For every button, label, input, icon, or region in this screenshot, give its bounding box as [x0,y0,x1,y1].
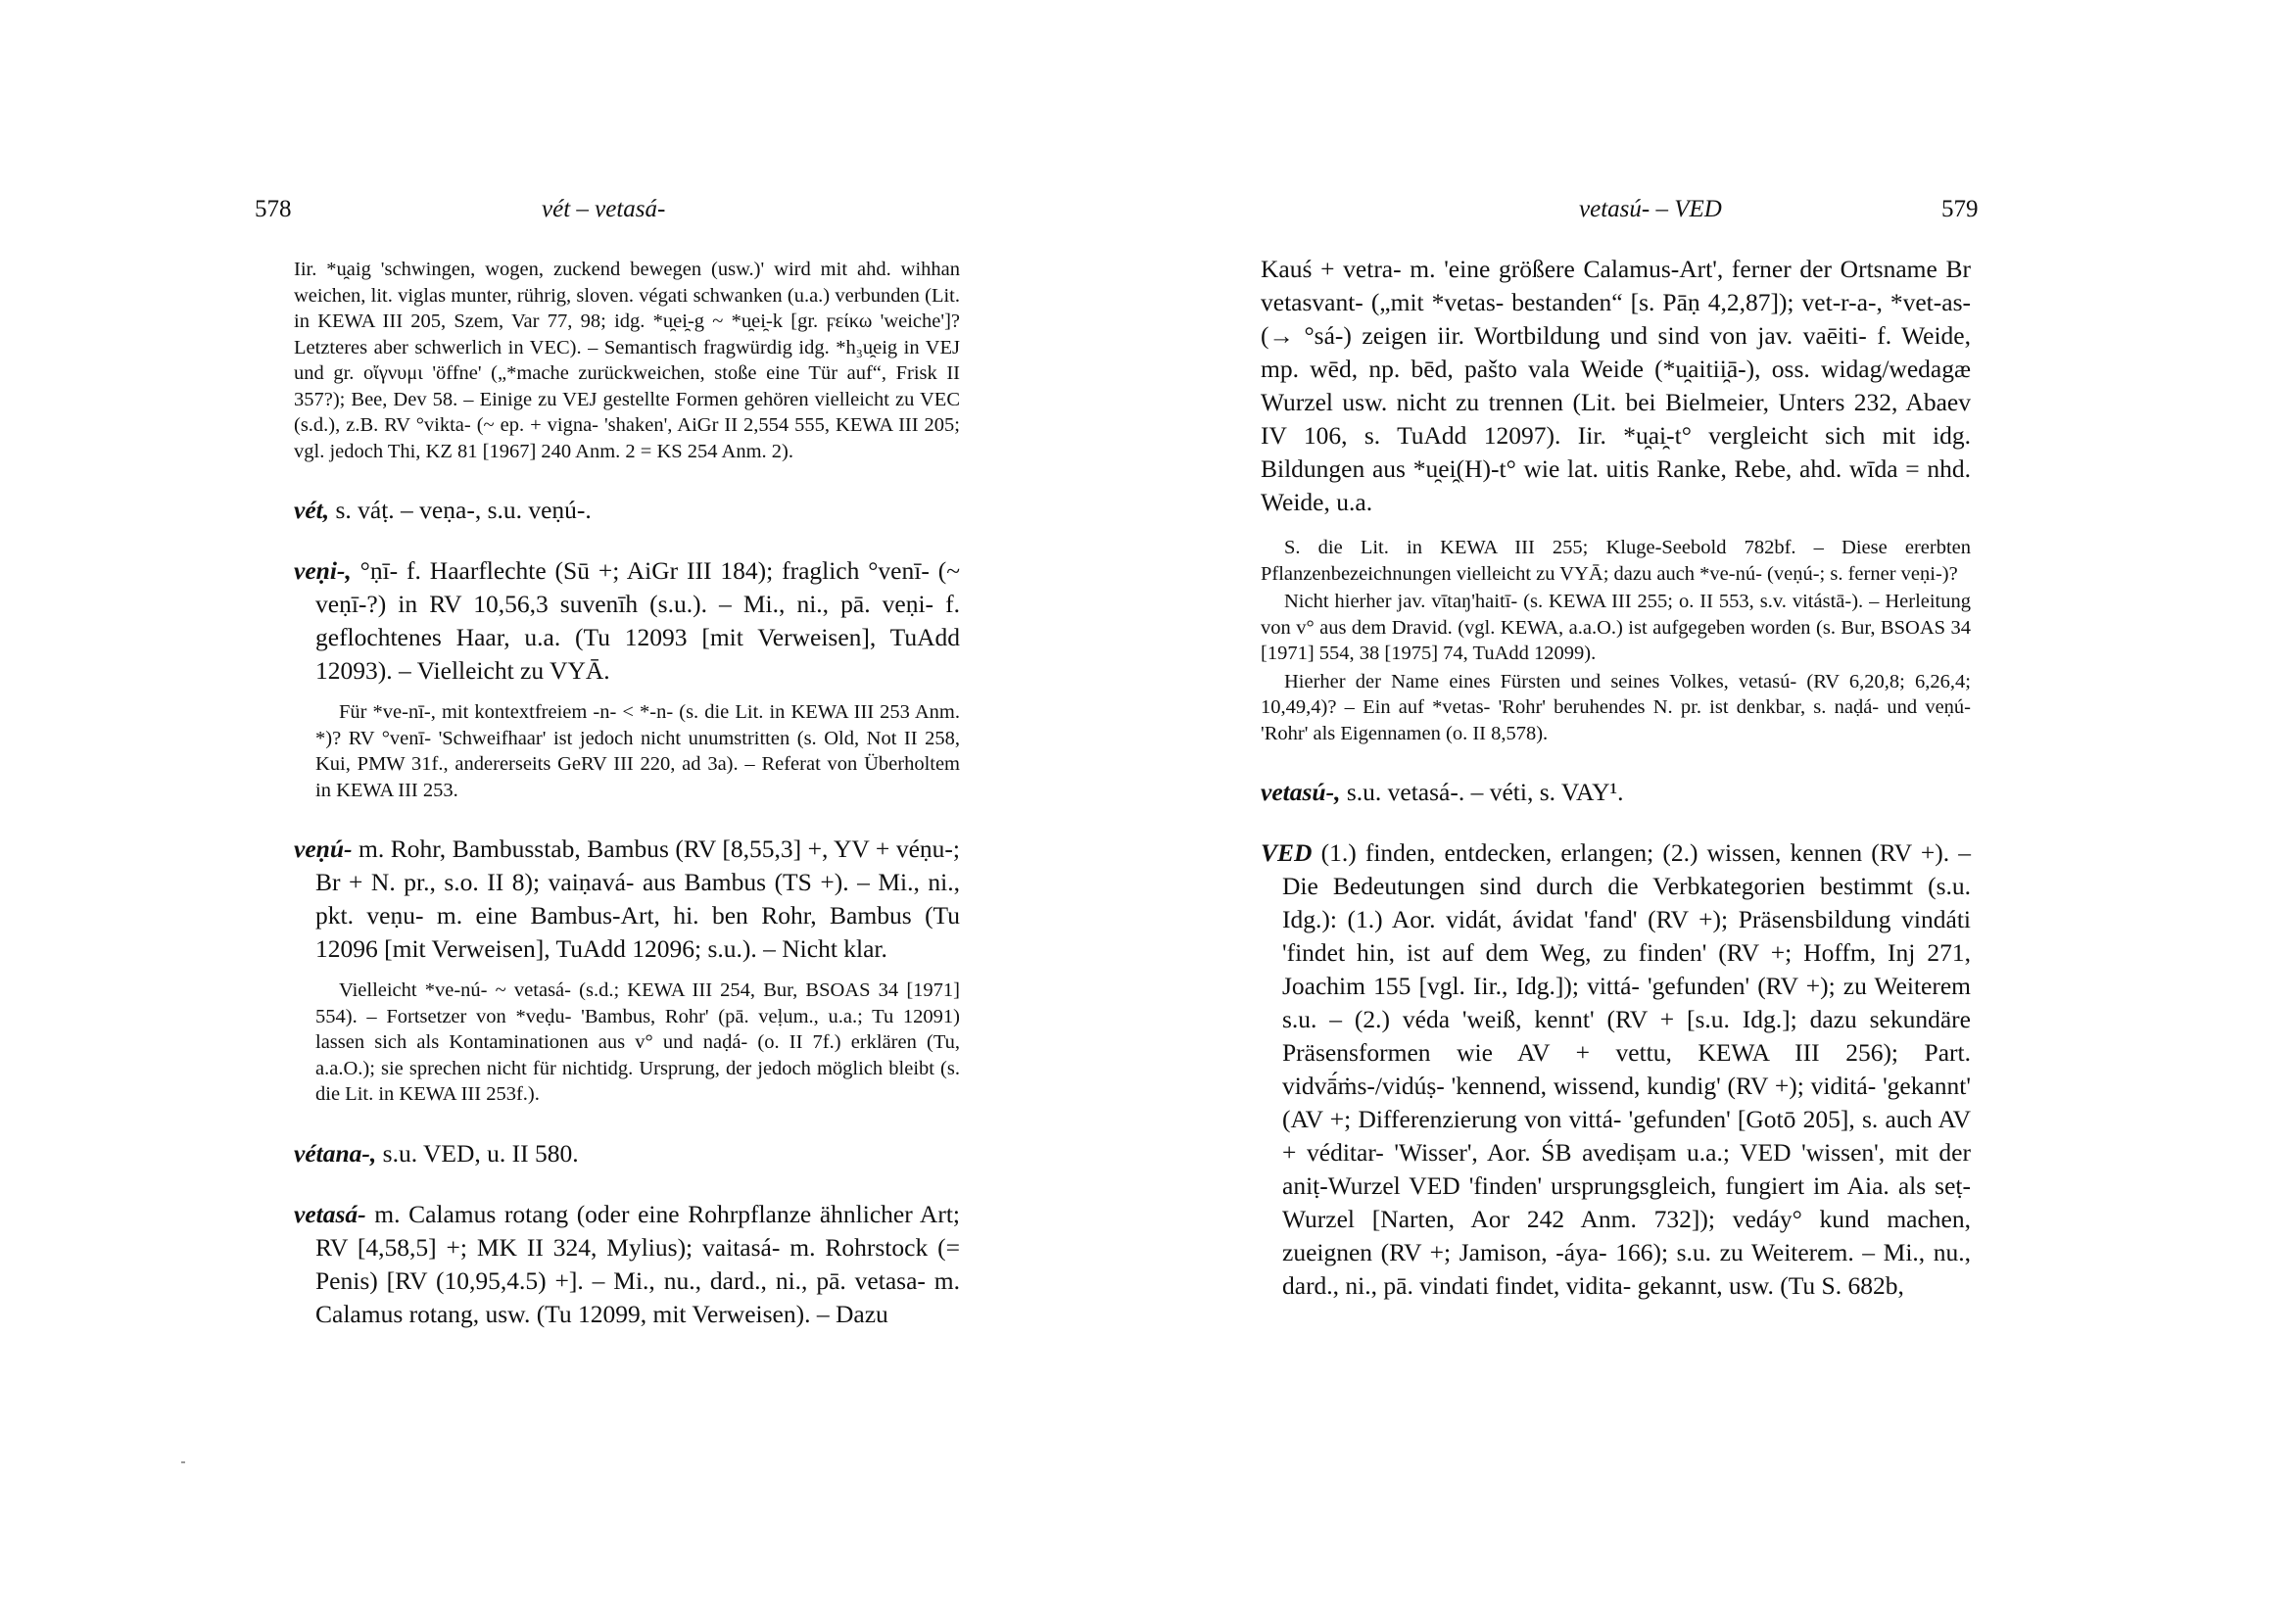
entry-body: m. Calamus rotang (oder eine Rohrpflanze ähnlicher Art; RV [4,58,5] +; MK II 324, Mylius); vaitasá- m. Rohrstock (= Penis) [RV (10,95,4.5) +]. – Mi., nu., dard., ni., pā. vetasa- m. Calamus rotang, usw. (Tu 12099, mit Verweisen). – Dazu [315,1199,960,1328]
right-page [1148,0,2296,1622]
headword: vét, [294,496,330,524]
headword: VED [1261,838,1313,867]
entry-veni [294,554,960,688]
headword: vetasá- [294,1199,366,1228]
continuation-text: Kauś + vetra- m. 'eine größere Calamus-Art', ferner der Ortsname Br vetasvant- („mit *vetas- bestanden“ [s. Pāṇ 4,2,87]); vet-r-a-, *vet-as- (→ °sá-) zeigen iir. Wortbildung und sind von jav. vaēiti- f. Weide, mp. wēd, np. bēd, pašto vala Weide (*u̯aitii̯ā-), oss. widag/wedagæ Wurzel usw. nicht zu trennen (Lit. bei Bielmeier, Unters 232, Abaev IV 106, s. TuAdd 12097). Iir. *u̯ai̯-t° vergleicht sich mit idg. Bildungen aus *u̯ei̯(H)-t° wie lat. uitis Ranke, Rebe, ahd. wīda = nhd. Weide, u.a. [1261,255,1971,516]
entry-body: s. váṭ. – veṇa-, s.u. veṇú-. [329,496,592,524]
headword: veṇú- [294,835,353,863]
headword: vétana-, [294,1138,377,1168]
entry-vetasa [294,1198,960,1331]
entry-venu [294,833,960,966]
headword: veṇi-, [294,556,352,585]
entry-body: °ṇī- f. Haarflechte (Sū +; AiGr III 184); fraglich °venī- (~ veṇī-?) in RV 10,56,3 suvenīh (s.u.). – Mi., ni., pā. veṇi- f. geflochtenes Haar, u.a. (Tu 12093 [mit Verweisen], TuAdd 12093). – Vielleicht zu VYĀ. [315,556,960,685]
entry-body: m. Rohr, Bambusstab, Bambus (RV [8,55,3] +, YV + véṇu-; Br + N. pr., s.o. II 8); vaiṇavá- aus Bambus (TS +). – Mi., ni., pkt. veṇu- m. eine Bambus-Art, hi. ben Rohr, Bambus (Tu 12096 [mit Verweisen], TuAdd 12096; s.u.). – Nicht klar. [315,835,960,963]
entry-vetasu [1261,776,1971,809]
running-head: vét – vetasá- [542,196,666,222]
scan-speck [181,1461,185,1463]
note-venu: Vielleicht *ve-nú- ~ vetasá- (s.d.; KEWA III 254, Bur, BSOAS 34 [1971] 554). – Fortsetzer von *veḍu- 'Bambus, Rohr' (pā. veḷum., u.a.; Tu 12091) lassen sich als Kontaminationen aus v° und naḍá- (o. II 7f.) erklären (Tu, a.a.O.); sie sprechen nicht für nichtidg. Ursprung, der jedoch möglich bleibt (s. die Lit. in KEWA III 253f.). [315,979,960,1105]
entry-body: (1.) finden, entdecken, erlangen; (2.) wissen, kennen (RV +). – Die Bedeutungen sind durch die Verbkategorien bestimmt (s.u. Idg.): (1.) Aor. vidát, ávidat 'fand' (RV +); Präsensbildung vindáti 'findet hin, ist auf dem Weg, zu finden' (RV +; Hoffm, Inj 271, Joachim 155 [vgl. Iir., Idg.]); vittá- 'gefunden' (RV +); zu Weiterem s.u. – (2.) véda 'weiß, kennt' (RV + [s.u. Idg.]; dazu sekundäre Präsensformen wie AV + vettu, KEWA III 256); Part. vidvā́ṁs-/vidúṣ- 'kennend, wissend, kundig' (RV +); viditá- 'gekannt' (AV +; Differenzierung von vittá- 'gefunden' [Gotō 205], s. auch AV + véditar- 'Wisser', Aor. ŚB avediṣam u.a.; VED 'wissen', mit der aniṭ-Wurzel VED 'finden' ursprungsgleich, fungiert im Aia. als seṭ-Wurzel [Narten, Aor 242 Anm. 732]); vedáy° kund machen, zueignen (RV +; Jamison, -áya- 166); s.u. zu Weiterem. – Mi., nu., dard., ni., pā. vindati findet, vidita- gekannt, usw. (Tu S. 682b, [1282,838,1971,1300]
running-head: vetasú- – VED [1579,196,1722,222]
entry-vetana [294,1137,960,1170]
entry-vet [294,494,960,527]
note-1: S. die Lit. in KEWA III 255; Kluge-Seebold 782bf. – Diese ererbten Pflanzenbezeichnungen vielleicht zu VYĀ; dazu auch *ve-nú- (veṇú-; s. ferner veṇi-)? [1261,537,1971,585]
note-veni: Für *ve-nī-, mit kontextfreiem -n- < *-n- (s. die Lit. in KEWA III 253 Anm. *)? RV °venī- 'Schweifhaar' ist jedoch nicht unumstritten (s. Old, Not II 258, Kui, PMW 31f., andererseits GeRV III 220, ad 3a). – Referat von Überholtem in KEWA III 253. [315,701,960,801]
entry-body: s.u. vetasá-. – véti, s. VAY¹. [1340,778,1624,806]
right-column [1261,253,1971,1330]
page-number: 578 [255,196,292,222]
entry-ved [1261,836,1971,1303]
note-3: Hierher der Name eines Fürsten und seines Volkes, vetasú- (RV 6,20,8; 6,26,4; 10,49,4)? – Ein auf *vetas- 'Rohr' beruhendes N. pr. ist denkbar, s. naḍá- und veṇú- 'Rohr' als Eigennamen (o. II 8,578). [1261,670,1971,744]
entry-body: s.u. VED, u. II 580. [376,1138,579,1168]
page-number: 579 [1941,196,1979,222]
left-column [294,257,960,1359]
headword: vetasú-, [1261,778,1341,806]
note-2: Nicht hierher jav. vītaŋ'haitī- (s. KEWA III 255; o. II 553, s.v. vitástā-). – Herleitung von v° aus dem Dravid. (vgl. KEWA, a.a.O.) ist aufgegeben worden (s. Bur, BSOAS 34 [1971] 554, 38 [1975] 74, TuAdd 12099). [1261,591,1971,664]
continuation-note: Iir. *u̯aig 'schwingen, wogen, zuckend bewegen (usw.)' wird mit ahd. wihhan weichen, lit. viglas munter, rührig, sloven. végati schwanken (u.a.) verbunden (Lit. in KEWA III 205, Szem, Var 77, 98; idg. *u̯ei̯-g ~ *u̯ei̯-k [gr. ϝείκω 'weiche']? Letzteres aber schwerlich in VEC). – Semantisch fragwürdig idg. *h₃u̯eig in VEJ und gr. οἴγνυμι 'öffne' („*mache zurückweichen, stoße eine Tür auf“, Frisk II 357?); Bee, Dev 58. – Einige zu VEJ gestellte Formen gehören vielleicht zu VEC (s.d.), z.B. RV °vikta- (~ ep. + vigna- 'shaken', AiGr II 2,554 555, KEWA III 205; vgl. jedoch Thi, KZ 81 [1967] 240 Anm. 2 = KS 254 Anm. 2). [294,259,960,462]
